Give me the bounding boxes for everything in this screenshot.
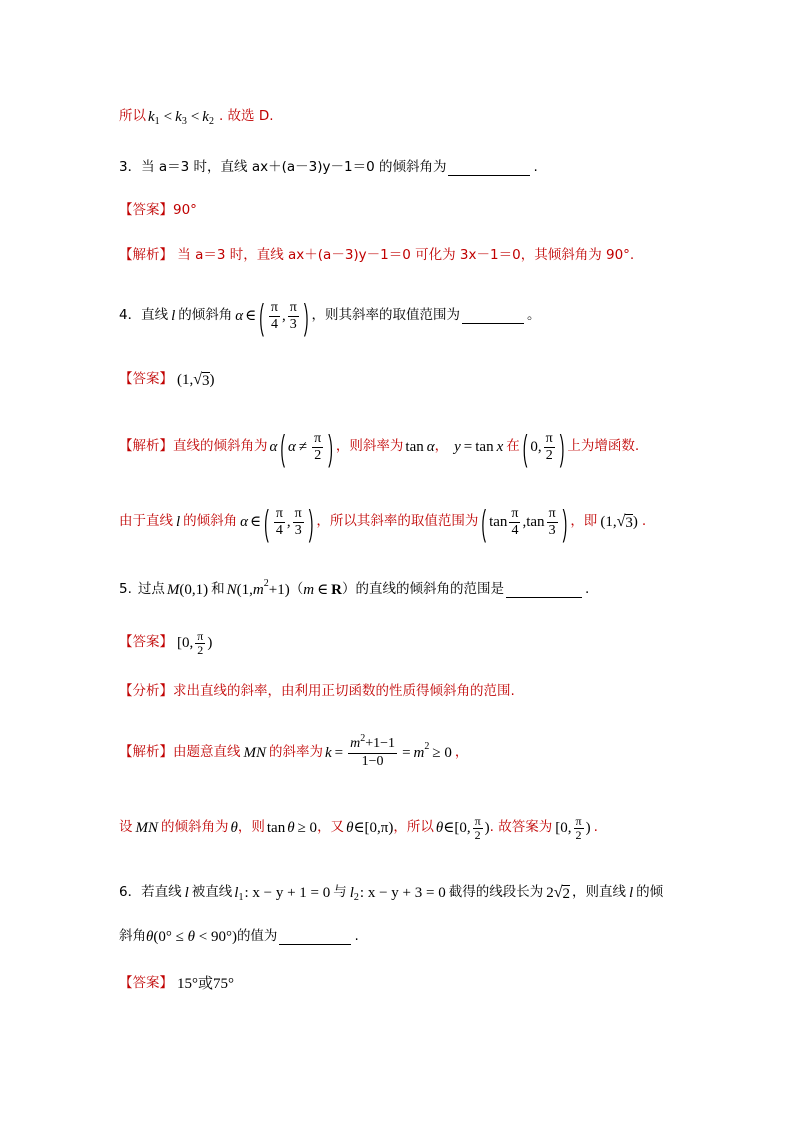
question-text: 直线	[141, 307, 169, 324]
answer-label: 【答案】	[119, 371, 173, 388]
fraction-numerator: π	[289, 299, 297, 315]
m-variable: m	[252, 581, 264, 598]
right-paren: )	[209, 371, 215, 388]
right-paren: )	[559, 426, 565, 468]
left-bracket: [	[177, 634, 182, 651]
comma: ,	[189, 634, 194, 651]
explanation-text: ，即	[570, 513, 598, 530]
question-text: 被直线	[191, 884, 233, 901]
point-m-label: M	[166, 581, 180, 598]
right-paren: )	[207, 634, 213, 651]
interval-start: 0	[530, 438, 538, 455]
question-end-punct: 。	[527, 307, 541, 324]
fraction-pi-over-2	[312, 431, 323, 464]
explanation-text: ，又	[317, 819, 345, 836]
theta-variable: θ	[287, 819, 295, 836]
explanation-text: 的斜率为	[269, 744, 323, 761]
line-l1-equation: : x − y + 1 = 0	[244, 884, 331, 901]
fraction-pi-over-2	[544, 431, 555, 464]
question-text: 斜角	[119, 928, 146, 945]
point-n-label: N	[226, 581, 237, 598]
k2-variable: k	[202, 108, 209, 125]
line-l-variable: l	[628, 884, 634, 901]
conclusion-prefix: 所以	[119, 108, 146, 125]
question-text: ，则其斜率的取值范围为	[311, 307, 460, 324]
answer-3	[119, 187, 197, 235]
sqrt-symbol: √	[553, 884, 563, 901]
answer-label: 【答案】	[119, 202, 173, 219]
point-n-coords-end: +1)	[268, 581, 290, 598]
interval-start: 1	[605, 513, 613, 530]
theta-variable: θ	[230, 819, 238, 836]
answer-lower-bound: 1	[182, 371, 190, 388]
m-variable: m	[413, 744, 425, 761]
question-text: 若直线	[141, 884, 182, 901]
fraction-numerator: π	[545, 430, 553, 446]
element-of-symbol: ∈	[443, 819, 455, 836]
comma: ,	[282, 307, 286, 324]
fraction-pi-over-4	[274, 506, 285, 539]
question-6-line-2	[119, 913, 359, 961]
question-text: 与	[333, 884, 347, 901]
alpha-variable: α	[269, 438, 278, 455]
explanation-5-part-2	[119, 804, 598, 852]
left-paren: (	[600, 513, 606, 530]
fraction-denominator: 1−0	[361, 754, 384, 769]
explanation-text: 由题意直线	[173, 744, 241, 761]
answer-5	[119, 619, 212, 667]
element-of-symbol: ∈	[317, 581, 329, 598]
explanation-4-part-2	[119, 498, 646, 546]
answer-6	[119, 960, 234, 1008]
question-end-punct: .	[585, 581, 590, 598]
interval-start: 0	[560, 819, 568, 836]
fraction-numerator: π	[548, 505, 556, 521]
fraction-numerator: π	[294, 505, 302, 521]
explanation-label: 【解析】	[119, 438, 173, 455]
question-text: 和	[211, 581, 225, 598]
right-paren: )	[484, 819, 490, 836]
equals-sign: =	[334, 744, 344, 761]
explanation-text: ，	[434, 438, 449, 455]
left-paren: (	[280, 426, 286, 468]
question-number: 5.	[119, 581, 132, 598]
explanation-text: 上为增函数.	[567, 438, 640, 455]
real-numbers-symbol: R	[331, 581, 343, 598]
question-text: ）的直线的倾斜角的范围是	[342, 581, 505, 598]
fraction-denominator: 2	[575, 827, 582, 842]
line-mn-label: MN	[243, 744, 266, 761]
conclusion-line	[119, 93, 274, 141]
right-paren: )	[562, 501, 568, 543]
less-than-sign: <	[163, 108, 173, 125]
explanation-end-punct: .	[641, 513, 647, 530]
theta-variable: θ	[346, 819, 354, 836]
fraction-numerator: π	[511, 505, 519, 521]
equals-sign: =	[463, 438, 473, 455]
fraction-numerator	[348, 733, 397, 754]
fraction-pi-over-3	[293, 506, 304, 539]
fraction-denominator: 2	[545, 447, 553, 463]
sqrt-radicand: 2	[562, 885, 570, 902]
question-text: （	[289, 581, 304, 598]
explanation-text: 由于直线	[119, 513, 173, 530]
tan-function: tan	[475, 438, 494, 455]
fraction-numerator: π	[275, 505, 283, 521]
explanation-text: ，则	[237, 819, 265, 836]
answer-value: 15°或75°	[177, 975, 234, 992]
nonnegative-condition: ≥ 0	[432, 744, 452, 761]
fraction-numerator: π	[474, 813, 481, 828]
element-of-symbol: ∈	[250, 513, 262, 530]
numerator-rest: +1−1	[365, 736, 396, 751]
question-number: 4．	[119, 307, 142, 324]
tan-function: tan	[489, 513, 508, 530]
line-l-variable: l	[171, 307, 176, 324]
explanation-text: 在	[506, 438, 520, 455]
alpha-variable: α	[240, 513, 249, 530]
line-l-variable: l	[184, 884, 189, 901]
square-exponent: 2	[424, 741, 430, 752]
k2-subscript: 2	[208, 116, 214, 127]
fraction-numerator: π	[314, 430, 322, 446]
not-equal-sign: ≠	[298, 438, 308, 455]
question-3	[119, 144, 538, 192]
right-paren: )	[632, 513, 638, 530]
explanation-text: 的倾斜角为	[161, 819, 229, 836]
theta-range: [0,π)	[364, 819, 394, 836]
left-paren: (	[522, 426, 528, 468]
line-l-variable: l	[176, 513, 181, 530]
explanation-4-part-1	[119, 423, 639, 471]
tan-function: tan	[266, 819, 286, 836]
theta-variable: θ	[187, 928, 195, 945]
left-paren: (	[259, 295, 264, 337]
alpha-variable: α	[288, 438, 296, 455]
fraction-pi-over-4	[269, 300, 280, 333]
analysis-5	[119, 668, 515, 716]
fraction-denominator: 3	[548, 522, 556, 538]
theta-condition-end: < 90°)	[194, 928, 237, 945]
line-l2-label: l	[349, 884, 354, 901]
conclusion-choice: . 故选 D.	[218, 108, 274, 125]
k3-variable: k	[175, 108, 182, 125]
line-l1-label: l	[234, 884, 239, 901]
fraction-denominator: 3	[289, 316, 297, 332]
alpha-variable: α	[426, 438, 435, 455]
comma: ,	[567, 819, 572, 836]
fraction-denominator: 4	[275, 522, 283, 538]
right-paren: )	[303, 295, 309, 337]
element-of-symbol: ∈	[245, 307, 257, 324]
line-l2-equation: : x − y + 3 = 0	[359, 884, 446, 901]
l1-subscript: 1	[238, 892, 244, 903]
point-m-coords: (0,1)	[179, 581, 209, 598]
m-variable: m	[350, 736, 361, 751]
answer-4	[119, 356, 215, 404]
k1-subscript: 1	[154, 116, 160, 127]
fraction-denominator: 2	[314, 447, 322, 463]
left-paren: (	[177, 371, 182, 388]
comma: ,	[286, 513, 291, 530]
explanation-text: 的倾斜角	[183, 513, 238, 530]
interval-start: 0	[182, 634, 190, 651]
left-bracket: [	[454, 819, 460, 836]
answer-label: 【答案】	[119, 975, 173, 992]
explanation-text: ，所以	[393, 819, 434, 836]
question-number: 6．	[119, 884, 142, 901]
right-paren: )	[585, 819, 591, 836]
explanation-label: 【解析】	[119, 744, 173, 761]
sqrt-symbol: √	[193, 371, 203, 388]
fraction-pi-over-2	[574, 815, 584, 842]
tan-function: tan	[405, 438, 424, 455]
question-number: 3．	[119, 159, 142, 176]
question-end-punct: .	[533, 159, 538, 176]
nonnegative-condition: ≥ 0	[297, 819, 318, 836]
sqrt-radicand: 3	[625, 514, 633, 531]
fraction-pi-over-2	[195, 630, 205, 657]
explanation-text: . 故答案为	[489, 819, 553, 836]
fraction-pi-over-4	[509, 506, 520, 539]
right-paren: )	[328, 426, 333, 468]
left-bracket: [	[555, 819, 561, 836]
question-text: 当 a＝3 时，直线 ax＋(a－3)y－1＝0 的倾斜角为	[141, 159, 447, 176]
analysis-label: 【分析】	[119, 683, 173, 700]
y-variable: y	[454, 438, 461, 455]
explanation-end-punct: .	[593, 819, 598, 836]
explanation-text: 直线的倾斜角为	[173, 438, 268, 455]
fraction-pi-over-2	[473, 815, 483, 842]
theta-condition-start: (0° ≤	[153, 928, 188, 945]
answer-blank	[462, 309, 524, 324]
explanation-text: ，	[454, 744, 469, 761]
k-variable: k	[325, 744, 332, 761]
right-paren: )	[308, 501, 314, 543]
theta-variable: θ	[435, 819, 444, 836]
question-end-punct: .	[354, 928, 359, 945]
comma: ,	[522, 513, 527, 530]
m-variable: m	[303, 581, 315, 598]
explanation-text: ，所以其斜率的取值范围为	[316, 513, 479, 530]
left-paren: (	[264, 501, 269, 543]
l2-subscript: 2	[353, 892, 359, 903]
explanation-label: 【解析】	[119, 247, 173, 264]
question-text: 截得的线段长为	[448, 884, 544, 901]
fraction-pi-over-3	[288, 300, 299, 333]
explanation-text: 设	[119, 819, 133, 836]
answer-value: 90°	[173, 202, 197, 219]
segment-length-coefficient: 2	[546, 884, 554, 901]
comma: ,	[612, 513, 617, 530]
left-paren: (	[481, 501, 487, 543]
fraction-denominator: 3	[294, 522, 302, 538]
answer-label: 【答案】	[119, 634, 173, 651]
explanation-text: ，则斜率为	[335, 438, 404, 455]
question-6-line-1	[119, 869, 663, 917]
fraction-denominator: 4	[511, 522, 519, 538]
question-4	[119, 292, 541, 340]
x-variable: x	[496, 438, 504, 455]
question-text: 过点	[137, 581, 165, 598]
fraction-numerator: π	[575, 813, 582, 828]
answer-blank	[448, 161, 530, 176]
comma: ,	[537, 438, 542, 455]
analysis-text: 求出直线的斜率，由利用正切函数的性质得倾斜角的范围.	[173, 683, 515, 700]
theta-variable: θ	[146, 928, 154, 945]
fraction-denominator: 2	[197, 642, 204, 657]
fraction-numerator: π	[270, 299, 278, 315]
k1-variable: k	[148, 108, 155, 125]
line-mn-label: MN	[135, 819, 158, 836]
explanation-5-part-1	[119, 729, 468, 777]
k3-subscript: 3	[181, 116, 187, 127]
answer-blank	[506, 583, 582, 598]
question-text: ，则直线	[571, 884, 626, 901]
question-text: 的倾	[636, 884, 664, 901]
answer-blank	[279, 930, 351, 945]
square-exponent: 2	[263, 578, 269, 589]
fraction-denominator: 2	[474, 827, 481, 842]
question-text: 的倾斜角	[178, 307, 233, 324]
sqrt-symbol: √	[616, 513, 626, 530]
question-5	[119, 566, 589, 614]
fraction-denominator: 4	[270, 316, 278, 332]
fraction-pi-over-3	[547, 506, 558, 539]
alpha-variable: α	[235, 307, 244, 324]
tan-function: tan	[526, 513, 545, 530]
fraction-numerator: π	[197, 628, 204, 643]
question-text: 的值为	[236, 928, 278, 945]
square-exponent: 2	[360, 733, 366, 744]
interval-start: 0	[459, 819, 467, 836]
less-than-sign: <	[190, 108, 200, 125]
explanation-3	[119, 232, 634, 280]
sqrt-radicand: 3	[202, 372, 210, 389]
element-of-symbol: ∈	[353, 819, 365, 836]
comma: ,	[466, 819, 471, 836]
equals-sign: =	[402, 744, 411, 761]
point-n-coords-start: (1,	[236, 581, 253, 598]
comma: ,	[189, 371, 194, 388]
slope-fraction	[348, 733, 397, 770]
explanation-text: 当 a＝3 时，直线 ax＋(a－3)y－1＝0 可化为 3x－1＝0，其倾斜角为 90°.	[173, 247, 635, 264]
